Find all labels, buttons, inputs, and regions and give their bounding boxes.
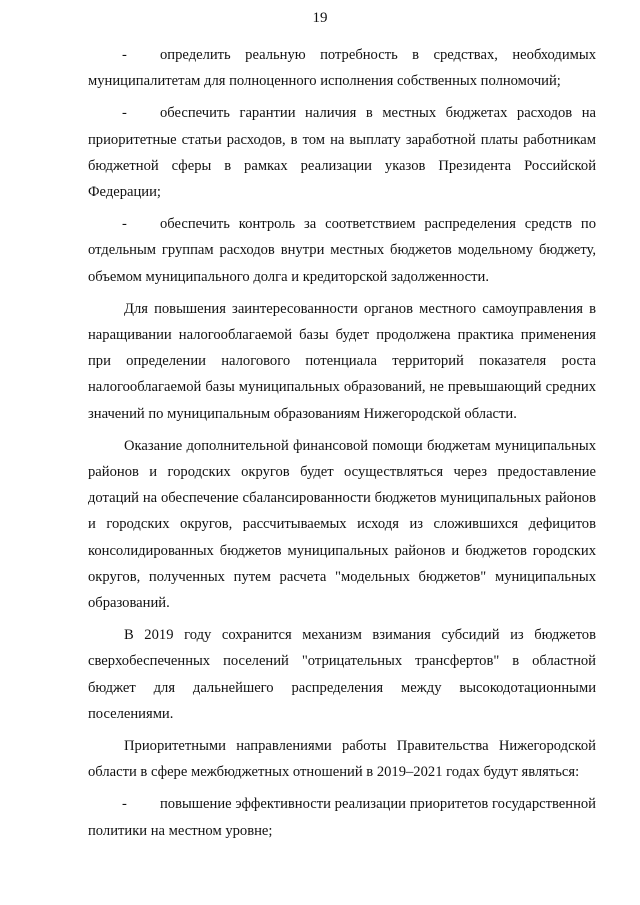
list-item-determine-needs — [88, 42, 596, 94]
paragraph-negative-transfers: В 2019 году сохранится механизм взимания субсидий из бюджетов сверхобеспеченных поселений "отрицательных трансфертов" в областной бюджет для дальнейшего распределения между высокодотационными поселениями. — [88, 627, 596, 722]
bullet-dash: - — [122, 105, 127, 122]
paragraph-priorities: Приоритетными направлениями работы Правительства Нижегородской области в сфере межбюджетных отношений в 2019–2021 годах будут являться: — [88, 738, 596, 781]
document-body — [88, 42, 596, 850]
bullet-dash: - — [122, 47, 127, 63]
page-number: 19 — [312, 10, 328, 26]
paragraph-financial-aid: Оказание дополнительной финансовой помощи бюджетам муниципальных районов и городских округов будет осуществляться через предоставление дотаций на обеспечение сбалансированности бюджетов муниципальных районов и городских округов, рассчитываемых исходя из сложившихся дефицитов консолидированных бюджетов муниципальных районов и бюджетов городских округов, полученных путем расчета "модельных бюджетов" муниципальных образований. — [88, 437, 596, 612]
list-item-guarantee-expenses — [88, 100, 596, 205]
list-item-text: обеспечить контроль за соответствием распределения средств по отдельным группам расходов внутри местных бюджетов модельному бюджету, объемом муниципального долга и кредиторской задолженности. — [88, 216, 596, 285]
list-item-policy-efficiency — [88, 791, 596, 843]
list-item-control-distribution — [88, 211, 596, 290]
bullet-dash: - — [122, 796, 127, 813]
list-item-text: повышение эффективности реализации приоритетов государственной политики на местном уровне; — [88, 796, 596, 839]
bullet-dash: - — [122, 216, 127, 233]
list-item-text: обеспечить гарантии наличия в местных бюджетах расходов на приоритетные статьи расходов, в том на выплату заработной платы работникам бюджетной сферы в рамках реализации указов Президента Российской Федерации; — [88, 105, 596, 201]
list-item-text: определить реальную потребность в средствах, необходимых муниципалитетам для полноценного исполнения собственных полномочий; — [88, 47, 596, 90]
paragraph-tax-base: Для повышения заинтересованности органов местного самоуправления в наращивании налогооблагаемой базы будет продолжена практика применения при определении налогового потенциала территорий показателя роста налогооблагаемой базы муниципальных образований, не превышающий средних значений по муниципальным образованиям Нижегородской области. — [88, 300, 596, 422]
